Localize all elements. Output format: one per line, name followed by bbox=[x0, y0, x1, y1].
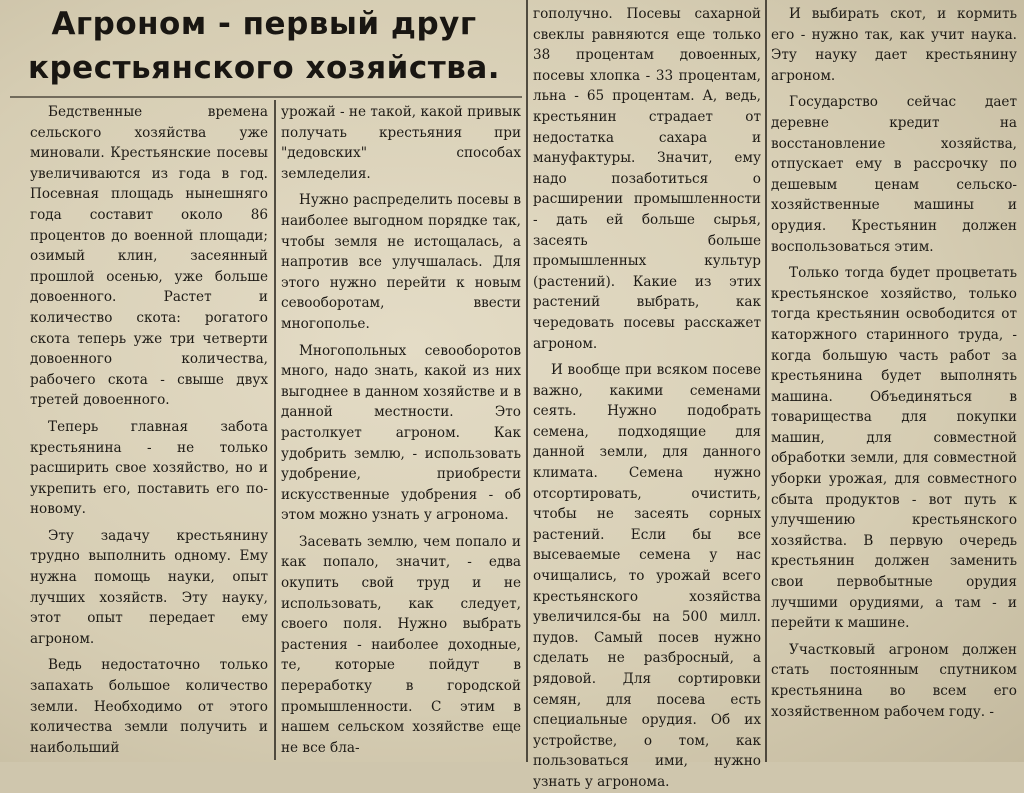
paragraph: И выбирать скот, и кормить его - нужно так, как учит наука. Эту науку дает крестьянину агроном. bbox=[771, 6, 1017, 84]
paragraph: гополучно. Посевы сахарной свеклы равняются еще только 38 процентам довоенных, посевы хлопка - 33 процентам, льна - 65 процентам. А, ведь, крестьянин страдает от недостатка сахара и мануфактуры. Значит, ему надо позаботиться о расширении промышленности - дать ей больше сырья, засеять больше промышленных культур (растений). Какие из этих растений выбрать, как чередовать посевы расскажет агроном. bbox=[533, 6, 761, 352]
article-column-1 bbox=[30, 102, 268, 760]
column-rule bbox=[765, 0, 767, 762]
paragraph: И вообще при всяком посеве важно, какими семенами сеять. Нужно подобрать семена, подходящие для данной земли, для данного климата. Семена нужно отсортировать, очистить, чтобы не засеять сорных растений. Если бы все высеваемые семена у нас очищались, то урожай всего крестьянского хозяйства увеличился-бы на 500 милл. пудов. Самый посев нужно сделать не разбросный, а рядовой. Для сортировки семян, для посева есть специальные орудия. Об их устройстве, о том, как пользоваться ими, нужно узнать у агронома. bbox=[533, 362, 761, 790]
paragraph: Теперь главная забота крестьянина - не только расширить свое хозяйство, но и укрепить его, поставить его по-новому. bbox=[30, 418, 268, 518]
paragraph: Только тогда будет процветать крестьянское хозяйство, только тогда крестьянин освободится от каторжного старинного труда, - когда большую часть работ за крестьянина будет выполнять машина. Объединяться в товарищества для покупки машин, для совместной обработки земли, для совместной уборки урожая, для совместного сбыта продуктов - вот путь к улучшению крестьянского хозяйства. В первую очередь крестьянин должен заменить свои первобытные орудия лучшими орудиями, а там - и перейти к машине. bbox=[771, 265, 1017, 632]
paragraph: Эту задачу крестьянину трудно выполнить одному. Ему нужна помощь науки, опыт лучших хозяйств. Эту науку, этот опыт передает ему агроном. bbox=[30, 527, 268, 647]
paragraph: Государство сейчас дает деревне кредит на восстановление хозяйства, отпускает ему в рассрочку по дешевым ценам сельско-хозяйственные машины и орудия. Крестьянин должен воспользоваться этим. bbox=[771, 94, 1017, 255]
column-rule bbox=[274, 100, 276, 760]
paragraph: Засевать землю, чем попало и как попало, значит, - едва окупить свой труд и не использовать, как следует, своего поля. Нужно выбрать растения - наиболее доходные, те, которые пойдут в переработку в городской промышленности. С этим в нашем сельском хозяйстве еще не все бла- bbox=[281, 533, 521, 756]
column-rule bbox=[526, 0, 528, 762]
paragraph: Участковый агроном должен стать постоянным спутником крестьянина во всем его хозяйственном рабочем году. - bbox=[771, 641, 1017, 720]
headline-divider bbox=[10, 96, 522, 98]
article-column-4 bbox=[771, 4, 1017, 760]
paragraph: Ведь недостаточно только запахать большое количество земли. Необходимо от этого количества земли получить и наибольший bbox=[30, 657, 268, 756]
paragraph: Бедственные времена сельского хозяйства уже миновали. Крестьянские посевы увеличиваются из года в год. Посевная площадь нынешняго года составит около 86 процентов до военной площади; озимый клин, засеянный прошлой осенью, уже больше довоенного. Растет и количество скота: рогатого скота теперь уже три четверти довоенного количества, рабочего скота - свыше двух третей довоенного. bbox=[30, 104, 268, 409]
article-column-3 bbox=[533, 4, 761, 790]
headline: Агроном - первый друг крестьянского хозяйства. bbox=[27, 6, 501, 86]
article-column-2 bbox=[281, 102, 521, 760]
paragraph: Многопольных севооборотов много, надо знать, какой из них выгоднее в данном хозяйстве и в данной местности. Это растолкует агроном. Как удобрить землю, - использовать удобрение, приобрести искусственные удобрения - об этом можно узнать у агронома. bbox=[281, 342, 521, 524]
paragraph: урожай - не такой, какой привык получать крестьяния при "дедовских" способах земледелия. bbox=[281, 104, 521, 182]
paragraph: Нужно распределить посевы в наиболее выгодном порядке так, чтобы земля не истощалась, а напротив все улучшалась. Для этого нужно перейти к новым севооборотам, ввести многополье. bbox=[281, 192, 521, 332]
